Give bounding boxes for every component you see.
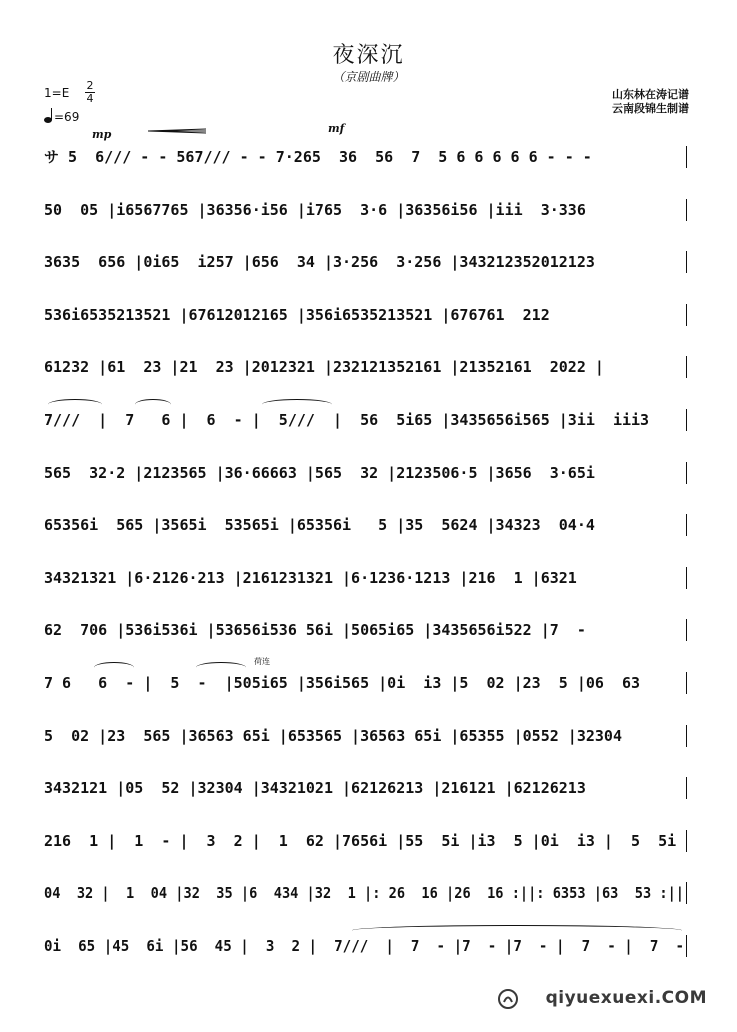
dynamic-mf: mf [328, 122, 345, 135]
slur-mark [352, 925, 682, 936]
row-end-barline [686, 409, 687, 431]
slur-mark [196, 662, 246, 673]
notation-row-text: 50 05 |i6567765 |36356·i56 |i765 3·6 |36356i56 |iii 3·336 [44, 199, 586, 221]
notation-row [44, 725, 694, 748]
watermark-text: qiyuexuexi.COM [545, 988, 707, 1008]
notation-row-text: 7 6 6 - | 5 - |505i65 |356i565 |0i i3 |5 02 |23 5 |06 63 [44, 672, 640, 694]
tempo-marking [44, 110, 79, 124]
row-end-barline [686, 777, 687, 799]
row-end-barline [686, 304, 687, 326]
slur-mark [135, 399, 171, 410]
notation-row-text: 04 32 | 1 04 |32 35 |6 434 |32 1 |: 26 16 |26 16 :||: 6353 |63 53 :|| [44, 882, 684, 904]
notation-row-text: 62 706 |536i536i |53656i536 56i |5065i65 |3435656i522 |7 - [44, 619, 586, 641]
row-end-barline [686, 935, 687, 957]
time-signature [84, 80, 96, 105]
notation-row-text: 0i 65 |45 6i |56 45 | 3 2 | 7/// | 7 - |7 - |7 - | 7 - | 7 - [44, 935, 684, 957]
notation-row-text: 7/// | 7 6 | 6 - | 5/// | 56 5i65 |3435656i565 |3ii iii3 [44, 409, 649, 431]
small-marking-label: 荷连 [254, 657, 270, 666]
arranger-credit: 云南段锦生制谱 [612, 102, 689, 115]
notation-row-text: 536i6535213521 |67612012165 |356i6535213521 |676761 212 [44, 304, 550, 326]
notation-row-text: 3635 656 |0i65 i257 |656 34 |3·256 3·256 |343212352012123 [44, 251, 595, 273]
notation-row [44, 514, 694, 537]
dynamic-mp: mp [92, 128, 112, 141]
row-end-barline [686, 882, 687, 904]
tempo-value: =69 [54, 110, 80, 124]
notation-row-text: 216 1 | 1 - | 3 2 | 1 62 |7656i |55 5i |i3 5 |0i i3 | 5 5i [44, 830, 676, 852]
crescendo-hairpin-icon [148, 128, 206, 138]
notation-row [44, 935, 694, 958]
notation-row [44, 199, 694, 222]
notation-row [44, 882, 694, 905]
notation-row-text: 65356i 565 |3565i 53565i |65356i 5 |35 5624 |34323 04·4 [44, 514, 595, 536]
transcriber-credit: 山东林在涛记谱 [612, 88, 689, 101]
time-signature-top: 2 [86, 79, 94, 92]
notation-row [44, 619, 694, 642]
notation-row [44, 777, 694, 800]
row-end-barline [686, 619, 687, 641]
notation-row [44, 251, 694, 274]
row-end-barline [686, 567, 687, 589]
key-signature: 1=E [44, 86, 70, 100]
row-end-barline [686, 672, 687, 694]
notation-row [44, 304, 694, 327]
row-end-barline [686, 146, 687, 168]
row-end-barline [686, 514, 687, 536]
quarter-note-icon [44, 117, 52, 123]
notation-row-text: 34321321 |6·2126·213 |2161231321 |6·1236·1213 |216 1 |6321 [44, 567, 577, 589]
row-end-barline [686, 462, 687, 484]
notation-row [44, 146, 694, 169]
site-logo-icon [497, 988, 519, 1010]
notation-row-text: 565 32·2 |2123565 |36·66663 |565 32 |2123506·5 |3656 3·65i [44, 462, 595, 484]
score-subtitle: （京剧曲牌） [332, 70, 405, 84]
notation-row [44, 409, 694, 432]
notation-row-text: 5 02 |23 565 |36563 65i |653565 |36563 65i |65355 |0552 |32304 [44, 725, 622, 747]
row-end-barline [686, 725, 687, 747]
row-end-barline [686, 356, 687, 378]
slur-mark [48, 399, 102, 410]
row-end-barline [686, 199, 687, 221]
row-end-barline [686, 251, 687, 273]
notation-row [44, 462, 694, 485]
slur-mark [262, 399, 332, 410]
notation-row-text: 3432121 |05 52 |32304 |34321021 |62126213 |216121 |62126213 [44, 777, 586, 799]
time-signature-bottom: 4 [86, 92, 94, 105]
notation-row [44, 356, 694, 379]
notation-row [44, 567, 694, 590]
notation-row [44, 672, 694, 695]
notation-row-text: サ 5 6/// - - 567/// - - 7·265 36 56 7 5 6 6 6 6 6 - - - [44, 146, 592, 168]
notation-row-text: 61232 |61 23 |21 23 |2012321 |232121352161 |21352161 2022 | [44, 356, 604, 378]
slur-mark [94, 662, 134, 673]
notation-row [44, 830, 694, 853]
score-title: 夜深沉 [332, 43, 405, 68]
row-end-barline [686, 830, 687, 852]
